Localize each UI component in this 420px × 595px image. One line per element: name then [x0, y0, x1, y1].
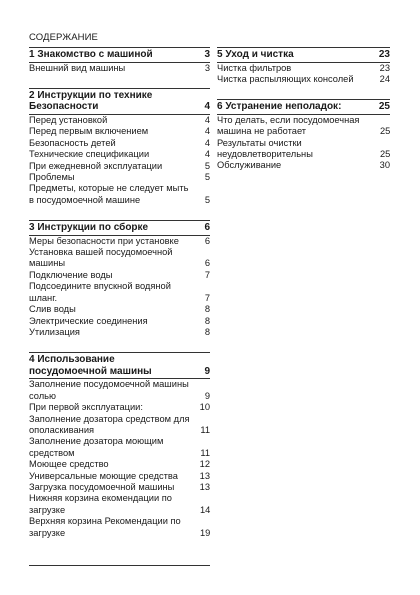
- entry-page: 10: [199, 402, 210, 413]
- entry-text: Технические спецификации: [29, 149, 150, 160]
- entry-text: Перед первым включением: [29, 126, 149, 137]
- entry-page: 25: [380, 149, 391, 160]
- toc-entry[interactable]: [217, 74, 390, 85]
- toc-section-6: [217, 99, 390, 172]
- entry-text: Перед установкой: [29, 114, 108, 125]
- toc-section-heading[interactable]: [217, 100, 390, 115]
- section-page: 6: [204, 222, 210, 234]
- section-title: 1 Знакомство с машиной: [29, 49, 153, 60]
- entry-page: 8: [204, 304, 210, 315]
- entry-page: 13: [199, 470, 210, 481]
- toc-entry[interactable]: [29, 379, 210, 402]
- toc-entry[interactable]: [217, 63, 390, 74]
- entry-text: Нижняя корзина екомендации по загрузке: [29, 493, 172, 515]
- entry-text: Заполнение дозатора моющим средством: [29, 436, 164, 458]
- entry-text: Чистка распыляющих консолей: [217, 73, 354, 84]
- toc-section-5: [217, 47, 390, 85]
- entry-text: Утилизация: [29, 326, 80, 337]
- toc-section-heading[interactable]: [29, 353, 210, 379]
- toc-entry[interactable]: [29, 236, 210, 247]
- entry-text: Подключение воды: [29, 269, 113, 280]
- toc-entry[interactable]: [29, 482, 210, 493]
- entry-text: Загрузка посудомоечной машины: [29, 481, 175, 492]
- toc-entry[interactable]: [29, 270, 210, 281]
- entry-page: 23: [379, 62, 390, 73]
- toc-entry[interactable]: [29, 172, 210, 183]
- toc-entry[interactable]: [217, 138, 390, 161]
- entry-page: 7: [204, 292, 210, 303]
- section-page: 3: [204, 49, 210, 60]
- entry-page: 4: [204, 137, 210, 148]
- section-title: 5 Уход и чистка: [217, 49, 294, 60]
- entry-page: 25: [380, 126, 391, 137]
- entry-text: Безопасность детей: [29, 137, 116, 148]
- entry-text: Что делать, если посудомоечная машина не работает: [217, 114, 360, 137]
- bottom-divider: [29, 565, 210, 566]
- entry-text: Верхняя корзина Рекомендации по загрузке: [29, 516, 181, 538]
- toc-entry[interactable]: [29, 459, 210, 470]
- toc-entry[interactable]: [217, 115, 390, 138]
- section-title: 6 Устранение неполадок:: [217, 101, 342, 113]
- entry-text: Слив воды: [29, 304, 76, 315]
- toc-entry[interactable]: [29, 63, 210, 74]
- toc-entry[interactable]: [29, 281, 210, 304]
- section-title: 4 Использование посудомоечной машины: [29, 354, 152, 377]
- entry-text: Проблемы: [29, 171, 75, 182]
- entry-page: 4: [204, 114, 210, 125]
- entry-text: Обслуживание: [217, 160, 282, 171]
- entry-page: 19: [200, 527, 211, 538]
- toc-entry[interactable]: [29, 161, 210, 172]
- toc-section-heading[interactable]: [29, 221, 210, 236]
- entry-page: 9: [204, 390, 210, 401]
- entry-page: 6: [204, 235, 210, 246]
- entry-page: 8: [204, 315, 210, 326]
- entry-text: Меры безопасности при установке: [29, 235, 179, 246]
- toc-section-3: [29, 220, 210, 338]
- entry-text: Электрические соединения: [29, 315, 148, 326]
- entry-page: 30: [379, 160, 390, 171]
- toc-section-heading[interactable]: [29, 48, 210, 63]
- toc-section-heading[interactable]: [217, 48, 390, 63]
- entry-page: 11: [200, 424, 210, 435]
- page-title: СОДЕРЖАНИЕ: [29, 32, 98, 43]
- entry-page: 8: [204, 326, 210, 337]
- entry-page: 5: [204, 160, 210, 171]
- toc-entry[interactable]: [29, 316, 210, 327]
- toc-entry[interactable]: [29, 183, 210, 206]
- entry-page: 11: [200, 447, 210, 458]
- entry-text: Внешний вид машины: [29, 62, 126, 73]
- toc-entry[interactable]: [29, 115, 210, 126]
- entry-page: 5: [204, 171, 210, 182]
- section-page: 23: [378, 49, 390, 60]
- entry-text: При первой эксплуатации:: [29, 402, 143, 413]
- entry-page: 4: [204, 149, 210, 160]
- section-page: 4: [204, 101, 210, 113]
- entry-page: 14: [200, 504, 211, 515]
- section-page: 25: [378, 101, 390, 113]
- toc-entry[interactable]: [29, 516, 210, 539]
- entry-text: Предметы, которые не следует мыть в посудомоечной машине: [29, 183, 189, 205]
- entry-text: Установка вашей посудомоечной машины: [29, 247, 173, 269]
- entry-page: 3: [204, 62, 210, 73]
- entry-text: Подсоедините впускной водяной шланг.: [29, 281, 171, 303]
- toc-section-4: [29, 352, 210, 539]
- entry-text: При ежедневной эксплуатации: [29, 160, 163, 171]
- entry-text: Универсальные моющие средства: [29, 470, 178, 481]
- section-title: 2 Инструкции по технике Безопасности: [29, 89, 153, 113]
- entry-page: 6: [204, 258, 210, 269]
- toc-entry[interactable]: [29, 471, 210, 482]
- entry-text: Моющее средство: [29, 459, 109, 470]
- entry-page: 7: [204, 269, 210, 280]
- entry-text: Чистка фильтров: [217, 62, 292, 73]
- toc-section-1: [29, 47, 210, 74]
- toc-entry[interactable]: [29, 402, 210, 413]
- toc-entry[interactable]: [29, 304, 210, 315]
- toc-entry[interactable]: [29, 327, 210, 338]
- entry-page: 5: [204, 194, 210, 205]
- toc-column-left: [29, 47, 210, 553]
- entry-page: 24: [379, 73, 390, 84]
- toc-entry[interactable]: [217, 160, 390, 171]
- toc-entry[interactable]: [29, 493, 210, 516]
- entry-page: 4: [204, 126, 210, 137]
- entry-page: 12: [199, 459, 210, 470]
- toc-section-2: [29, 88, 210, 206]
- toc-entry[interactable]: [29, 149, 210, 160]
- entry-text: Заполнение посудомоечной машины солью: [29, 379, 189, 401]
- section-title: 3 Инструкции по сборке: [29, 222, 149, 234]
- toc-entry[interactable]: [29, 414, 210, 437]
- toc-column-right: [217, 47, 390, 186]
- toc-entry[interactable]: [29, 436, 210, 459]
- section-page: 9: [204, 365, 210, 377]
- toc-entry[interactable]: [29, 126, 210, 137]
- toc-entry[interactable]: [29, 138, 210, 149]
- entry-text: Результаты очистки неудовлетворительны: [217, 137, 313, 160]
- entry-page: 13: [199, 481, 210, 492]
- toc-entry[interactable]: [29, 247, 210, 270]
- entry-text: Заполнение дозатора средством для ополаскивания: [29, 413, 190, 435]
- toc-section-heading[interactable]: [29, 89, 210, 115]
